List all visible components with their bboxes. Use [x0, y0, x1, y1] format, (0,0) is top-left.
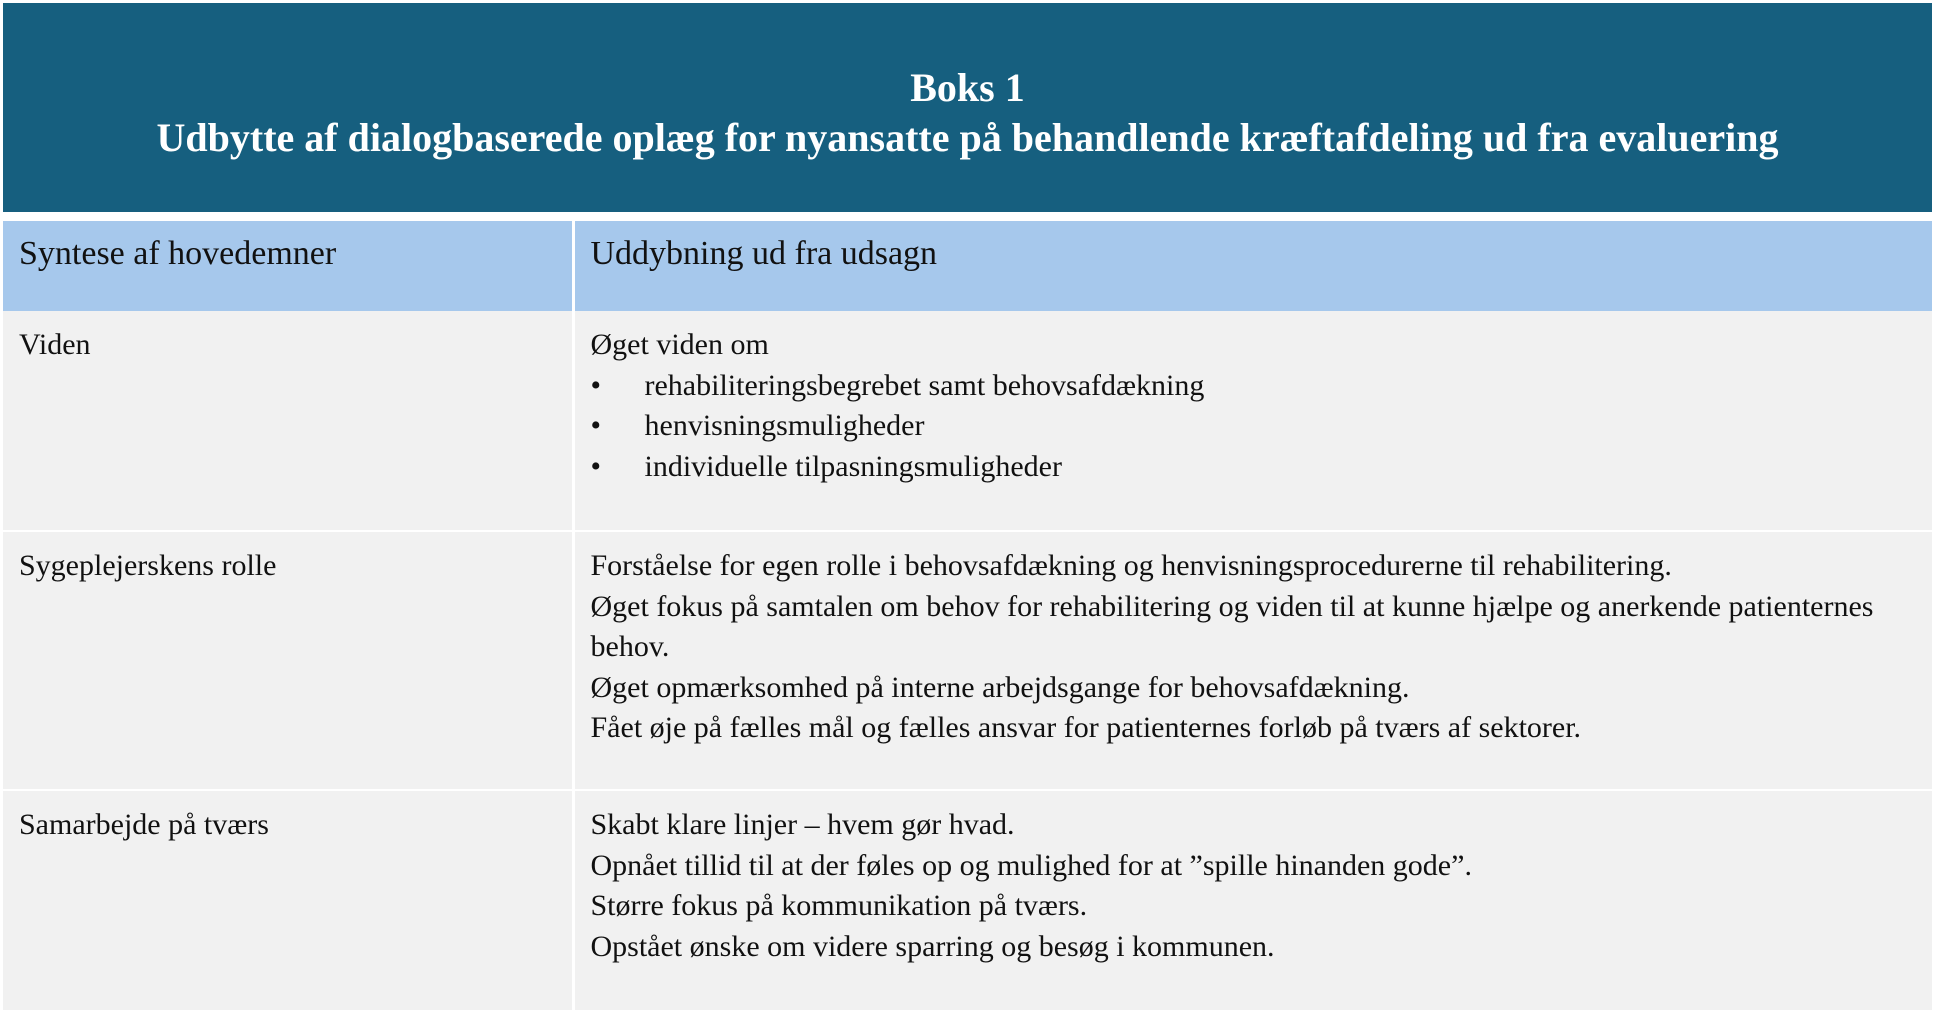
table-row	[3, 790, 1932, 1010]
topic-cell: Viden	[3, 311, 573, 531]
list-item-text: rehabiliteringsbegrebet samt behovsafdækning	[644, 368, 1205, 402]
bullet-icon: •	[590, 368, 602, 402]
bullet-icon: •	[590, 409, 602, 442]
list-item	[591, 406, 1933, 447]
list-item	[591, 366, 1933, 407]
box-title: Udbytte af dialogbaserede oplæg for nyansatte på behandlende kræftafdeling ud fra evaluering	[156, 115, 1779, 160]
box-header	[3, 3, 1932, 212]
list-item	[591, 447, 1933, 488]
topic-cell: Sygeplejerskens rolle	[3, 531, 573, 790]
elaboration-line: Fået øje på fælles mål og fælles ansvar for patienternes forløb på tværs af sektorer.	[590, 711, 1582, 744]
elaboration-cell	[573, 790, 1932, 1010]
summary-table	[3, 221, 1932, 1010]
bullet-icon: •	[590, 449, 602, 483]
list-item-text: henvisningsmuligheder	[644, 409, 925, 442]
elaboration-line: Øget fokus på samtalen om behov for rehabilitering og viden til at kunne hjælpe og anerkende patienternes behov.	[590, 589, 1874, 663]
elaboration-line: Opnået tillid til at der føles op og mulighed for at ”spille hinanden gode”.	[590, 848, 1472, 882]
table-header-row	[3, 221, 1932, 311]
header-divider	[3, 212, 1932, 221]
elaboration-line: Forståelse for egen rolle i behovsafdækning og henvisningsprocedurerne til rehabilitering.	[590, 549, 1672, 582]
column-header-elaboration: Uddybning ud fra udsagn	[573, 221, 1932, 311]
bullet-list	[591, 366, 1933, 488]
elaboration-intro: Øget viden om	[590, 328, 769, 361]
elaboration-line: Skabt klare linjer – hvem gør hvad.	[590, 808, 1015, 841]
box-label: Boks 1	[910, 65, 1025, 110]
elaboration-line: Større fokus på kommunikation på tværs.	[590, 889, 1088, 922]
table-row	[3, 531, 1932, 790]
elaboration-cell	[573, 311, 1932, 531]
table-row	[3, 311, 1932, 531]
topic-cell: Samarbejde på tværs	[3, 790, 573, 1010]
box-1	[3, 3, 1932, 1009]
column-header-topic: Syntese af hovedemner	[3, 221, 573, 311]
elaboration-cell	[573, 531, 1932, 790]
elaboration-line: Øget opmærksomhed på interne arbejdsgange for behovsafdækning.	[590, 670, 1410, 704]
elaboration-line: Opstået ønske om videre sparring og besøg i kommunen.	[590, 929, 1275, 963]
list-item-text: individuelle tilpasningsmuligheder	[644, 449, 1062, 483]
